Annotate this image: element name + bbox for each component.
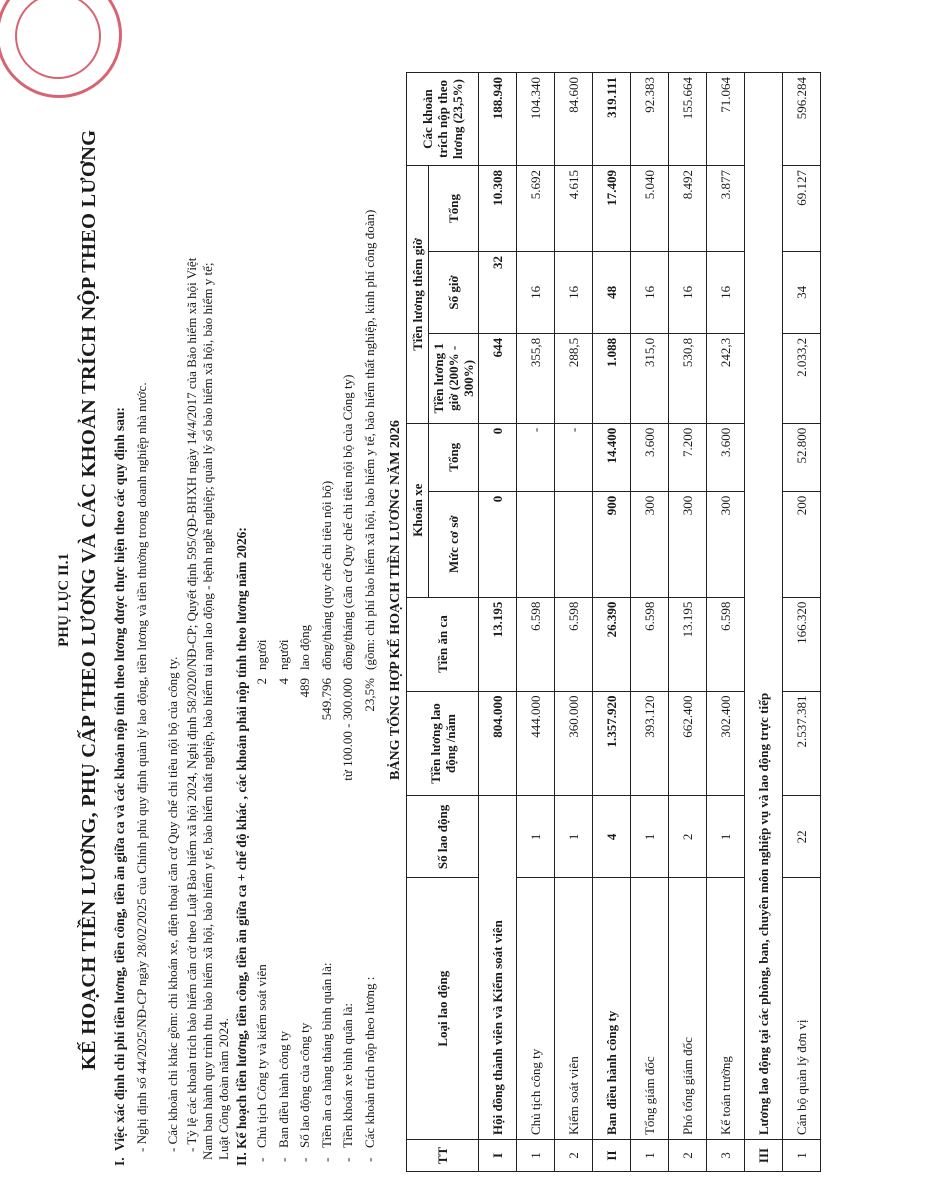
section-2-list bbox=[254, 2, 383, 1162]
table-cell: 16 bbox=[631, 251, 669, 333]
cell-tt: 2 bbox=[555, 1140, 593, 1172]
table-cell: 5.040 bbox=[631, 166, 669, 252]
table-cell: 166.320 bbox=[783, 597, 821, 691]
table-cell: 188.940 bbox=[479, 73, 517, 166]
section-1-p1: - Nghị định số 44/2025/NĐ-CP ngày 28/02/2025 của Chính phủ quy định quản lý lao động, tiền lương và tiền thưởng trong doanh nghiệp nhà nước. bbox=[134, 382, 149, 1152]
table-cell: 393.120 bbox=[631, 691, 669, 796]
table-cell: 3.877 bbox=[707, 166, 745, 252]
kv-label: Số lao động của công ty bbox=[297, 1022, 312, 1148]
table-cell: 302.400 bbox=[707, 691, 745, 796]
table-cell: 288,5 bbox=[555, 333, 593, 423]
col-luong-1-gio: Tiền lương 1 giờ (200% - 300%) bbox=[429, 333, 479, 423]
table-cell: 315,0 bbox=[631, 333, 669, 423]
table-cell: 300 bbox=[707, 491, 745, 597]
cell-name: Ban điều hành công ty bbox=[593, 878, 631, 1140]
col-tt: TT bbox=[407, 1140, 479, 1172]
section-1-title: Việc xác định chi phí tiền lương, tiền công, tiền ăn giữa ca và các khoản nộp tính theo lương được thực hiện theo các quy định sau: bbox=[112, 407, 127, 1151]
table-row bbox=[479, 73, 517, 1172]
kv-row: - Chủ tịch Công ty và kiểm soát viên 2 người bbox=[254, 2, 276, 1162]
table-cell: 104.340 bbox=[517, 73, 555, 166]
table-cell: 16 bbox=[669, 251, 707, 333]
kv-label: Chủ tịch Công ty và kiểm soát viên bbox=[254, 964, 269, 1148]
kv-unit: đồng/tháng (quy chế chi tiêu nội bộ) bbox=[318, 480, 334, 670]
col-muc-co-so: Mức cơ sở bbox=[429, 491, 479, 597]
table-cell: 1 bbox=[707, 796, 745, 878]
kv-row: - Số lao động của công ty 489 lao động bbox=[297, 2, 319, 1162]
table-row bbox=[783, 73, 821, 1172]
table-cell: 900 bbox=[593, 491, 631, 597]
kv-unit: người bbox=[275, 639, 291, 670]
table-cell: 16 bbox=[517, 251, 555, 333]
kv-unit: đồng/tháng (căn cứ Quy chế chi tiêu nội bộ của Công ty) bbox=[340, 374, 355, 670]
kv-row: - Tiền ăn ca hàng tháng bình quân là: 549.796 đồng/tháng (quy chế chi tiêu nội bộ) bbox=[319, 2, 341, 1162]
section-1-num: I. bbox=[112, 1157, 127, 1166]
kv-label: Ban điều hành công ty bbox=[275, 1031, 291, 1148]
table-cell: 92.383 bbox=[631, 73, 669, 166]
table-cell bbox=[517, 491, 555, 597]
section-2-heading bbox=[234, 16, 250, 1166]
table-cell: 360.000 bbox=[555, 691, 593, 796]
cell-name: Chủ tịch công ty bbox=[517, 878, 555, 1140]
table-cell bbox=[555, 491, 593, 597]
table-cell: 16 bbox=[707, 251, 745, 333]
col-loai-lao-dong: Loại lao động bbox=[407, 878, 479, 1140]
table-cell: 16 bbox=[555, 251, 593, 333]
section-1-p3c: Luật Công đoàn năm 2024. bbox=[216, 1018, 231, 1160]
table-cell: 3.600 bbox=[707, 423, 745, 491]
table-cell: 1 bbox=[631, 796, 669, 878]
section-1-p2: - Các khoản chi khác gồm: chi khoán xe, điện thoại căn cứ Quy chế chi tiêu nội bộ của công ty. bbox=[165, 656, 180, 1152]
table-cell: 22 bbox=[783, 796, 821, 878]
kv-label: Tiền ăn ca hàng tháng bình quân là: bbox=[318, 962, 334, 1148]
table-row bbox=[517, 73, 555, 1172]
kv-value: 4 bbox=[275, 678, 291, 685]
table-cell: 804.000 bbox=[479, 691, 517, 796]
col-them-gio: Tiền lương thêm giờ bbox=[407, 166, 429, 424]
table-cell: 0 bbox=[479, 491, 517, 597]
cell-tt: 1 bbox=[783, 1140, 821, 1172]
col-khoan-xe: Khoán xe bbox=[407, 423, 429, 597]
table-row bbox=[707, 73, 745, 1172]
col-tong-khoan-xe: Tổng bbox=[429, 423, 479, 491]
table-cell: 7.200 bbox=[669, 423, 707, 491]
kv-row: - Ban điều hành công ty 4 người bbox=[276, 2, 298, 1162]
table-cell: 13.195 bbox=[479, 597, 517, 691]
kv-unit: người bbox=[254, 639, 269, 670]
table-cell: 8.492 bbox=[669, 166, 707, 252]
table-cell: 26.390 bbox=[593, 597, 631, 691]
table-row bbox=[745, 73, 783, 1172]
table-cell: 1 bbox=[555, 796, 593, 878]
col-tien-luong: Tiền lương lao động /năm bbox=[407, 691, 479, 796]
section-1-heading bbox=[112, 16, 128, 1166]
cell-name: Tổng giám đốc bbox=[631, 878, 669, 1140]
kv-value: 2 bbox=[254, 678, 269, 685]
table-cell: 662.400 bbox=[669, 691, 707, 796]
cell-tt: I bbox=[479, 1140, 517, 1172]
kv-row: - Các khoản trích nộp theo lương : 23,5% (gồm: chi phí bảo hiểm xã hội, bảo hiểm y tế, bảo hiểm thất nghiệp, kinh phí công đoàn) bbox=[362, 2, 384, 1162]
cell-tt: 2 bbox=[669, 1140, 707, 1172]
table-row bbox=[555, 73, 593, 1172]
table-cell: 530,8 bbox=[669, 333, 707, 423]
table-cell: 1.088 bbox=[593, 333, 631, 423]
col-tong-them-gio: Tổng bbox=[429, 166, 479, 252]
col-so-gio: Số giờ bbox=[429, 251, 479, 333]
cell-tt: 1 bbox=[631, 1140, 669, 1172]
table-cell: 1 bbox=[517, 796, 555, 878]
col-so-lao-dong: Số lao động bbox=[407, 796, 479, 878]
cell-group-name: Hội đồng thành viên và Kiểm soát viên bbox=[479, 796, 517, 1140]
cell-group-name: Lương lao động tại các phòng, ban, chuyên môn nghiệp vụ và lao động trực tiếp bbox=[745, 73, 783, 1140]
table-cell: 71.064 bbox=[707, 73, 745, 166]
table-cell: 242,3 bbox=[707, 333, 745, 423]
table-cell: 355,8 bbox=[517, 333, 555, 423]
table-cell: 300 bbox=[631, 491, 669, 597]
cell-tt: III bbox=[745, 1140, 783, 1172]
kv-label: Tiền khoán xe bình quân là: bbox=[340, 1002, 355, 1148]
table-cell: 84.600 bbox=[555, 73, 593, 166]
kv-value: 549.796 bbox=[318, 678, 334, 721]
table-cell: 6.598 bbox=[631, 597, 669, 691]
kv-unit: (gồm: chi phí bảo hiểm xã hội, bảo hiểm y tế, bảo hiểm thất nghiệp, kinh phí công đoàn) bbox=[361, 209, 377, 670]
cell-tt: II bbox=[593, 1140, 631, 1172]
section-2-num: II. bbox=[234, 1152, 249, 1166]
table-cell: 6.598 bbox=[707, 597, 745, 691]
table-cell: 69.127 bbox=[783, 166, 821, 252]
table-cell: 1.357.920 bbox=[593, 691, 631, 796]
table-cell: 34 bbox=[783, 251, 821, 333]
salary-table bbox=[406, 72, 821, 1172]
table-cell: 644 bbox=[479, 333, 517, 423]
table-cell: 0 bbox=[479, 423, 517, 491]
section-1-p3b: Nam ban hành quy trình thu bảo hiểm xã hội, bảo hiểm y tế, bảo hiểm thất nghiệp, bảo hiểm tai nạn lao động - bệnh nghề nghiệp; quản lý sổ bảo hiểm xã hội, bảo hiểm y tế; bbox=[200, 262, 215, 1160]
table-cell: 13.195 bbox=[669, 597, 707, 691]
table-cell: 200 bbox=[783, 491, 821, 597]
table-cell: 6.598 bbox=[517, 597, 555, 691]
col-tien-an-ca: Tiền ăn ca bbox=[407, 597, 479, 691]
cell-name: Kế toán trưởng bbox=[707, 878, 745, 1140]
table-cell: 5.692 bbox=[517, 166, 555, 252]
kv-value: 23,5% bbox=[361, 678, 377, 712]
table-cell: 155.664 bbox=[669, 73, 707, 166]
table-row bbox=[593, 73, 631, 1172]
kv-value: từ 100.00 - 300.000 bbox=[340, 678, 355, 781]
table-body bbox=[479, 73, 821, 1172]
section-1-p3a: - Tỷ lệ các khoản trích bảo hiểm căn cứ theo Luật Bảo hiểm xã hội 2024, Nghị định 58/2020/NĐ-CP; Quyết định 595/QĐ-BHXH ngày 14/4/2017 của Bảo hiểm xã hội Việt bbox=[184, 257, 199, 1152]
table-cell: 2.537.381 bbox=[783, 691, 821, 796]
header-row-1 bbox=[407, 73, 429, 1172]
table-cell: 10.308 bbox=[479, 166, 517, 252]
kv-row: - Tiền khoán xe bình quân là: từ 100.00 - 300.000 đồng/tháng (căn cứ Quy chế chi tiêu nội bộ của Công ty) bbox=[340, 2, 362, 1162]
section-2-title: Kế hoạch tiền lương, tiền công, tiền ăn giữa ca + chế độ khác , các khoản phải nộp tính theo lương năm 2026: bbox=[234, 527, 249, 1149]
table-cell: 32 bbox=[479, 251, 517, 333]
cell-tt: 3 bbox=[707, 1140, 745, 1172]
table-cell: 319.111 bbox=[593, 73, 631, 166]
page-title: KẾ HOẠCH TIỀN LƯƠNG, PHỤ CẤP THEO LƯƠNG VÀ CÁC KHOẢN TRÍCH NỘP THEO LƯƠNG bbox=[78, 129, 100, 1071]
appendix-label: PHỤ LỤC II.1 bbox=[56, 553, 72, 647]
table-cell: 2 bbox=[669, 796, 707, 878]
table-cell: 2.033,2 bbox=[783, 333, 821, 423]
table-cell: 4 bbox=[593, 796, 631, 878]
table-title: BẢNG TỔNG HỢP KẾ HOẠCH TIỀN LƯƠNG NĂM 2026 bbox=[388, 420, 403, 780]
cell-name: Cán bộ quản lý đơn vị bbox=[783, 878, 821, 1140]
table-cell: 596.284 bbox=[783, 73, 821, 166]
table-cell: 17.409 bbox=[593, 166, 631, 252]
table-cell: 300 bbox=[669, 491, 707, 597]
table-cell: 52.800 bbox=[783, 423, 821, 491]
kv-label: Các khoản trích nộp theo lương : bbox=[361, 976, 377, 1148]
table-cell: 14.400 bbox=[593, 423, 631, 491]
table-cell: - bbox=[517, 423, 555, 491]
table-cell: 4.615 bbox=[555, 166, 593, 252]
col-trich-nop: Các khoản trích nộp theo lương (23,5%) bbox=[407, 73, 479, 166]
table-row bbox=[631, 73, 669, 1172]
kv-unit: lao động bbox=[297, 624, 312, 670]
table-cell: 3.600 bbox=[631, 423, 669, 491]
table-cell: 48 bbox=[593, 251, 631, 333]
table-cell: 6.598 bbox=[555, 597, 593, 691]
table-row bbox=[669, 73, 707, 1172]
cell-name: Phó tổng giám đốc bbox=[669, 878, 707, 1140]
table-cell: - bbox=[555, 423, 593, 491]
table-cell: 444.000 bbox=[517, 691, 555, 796]
cell-tt: 1 bbox=[517, 1140, 555, 1172]
kv-value: 489 bbox=[297, 678, 312, 698]
cell-name: Kiểm soát viên bbox=[555, 878, 593, 1140]
